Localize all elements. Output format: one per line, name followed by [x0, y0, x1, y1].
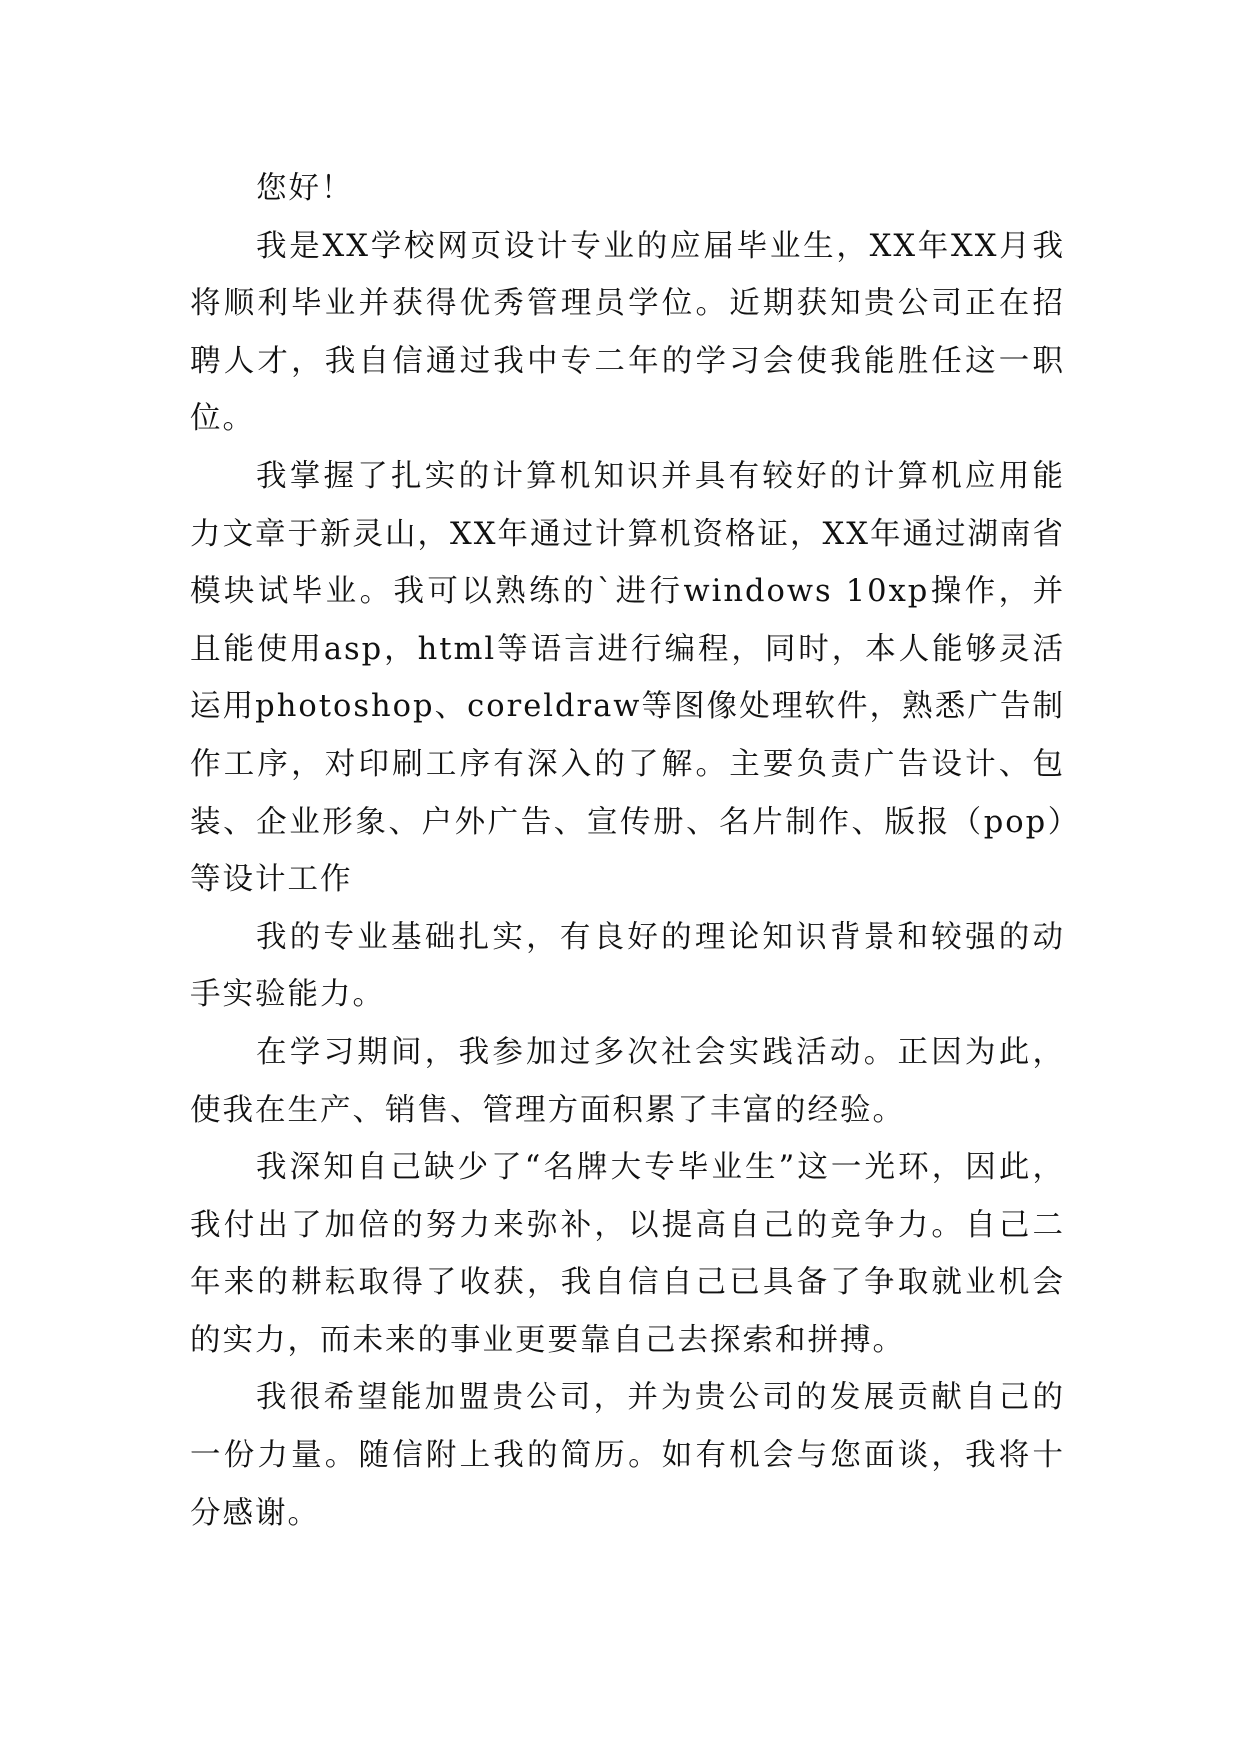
paragraph-skills: 我掌握了扎实的计算机知识并具有较好的计算机应用能力文章于新灵山，XX年通过计算机资格证，XX年通过湖南省模块试毕业。我可以熟练的`进行windows 10xp操作，并且能使用asp，html等语言进行编程，同时，本人能够灵活运用photoshop、coreldraw等图像处理软件，熟悉广告制作工序，对印刷工序有深入的了解。主要负责广告设计、包装、企业形象、户外广告、宣传册、名片制作、版报（pop）等设计工作 — [190, 458, 1065, 898]
paragraph-intro: 我是XX学校网页设计专业的应届毕业生，XX年XX月我将顺利毕业并获得优秀管理员学位。近期获知贵公司正在招聘人才，我自信通过我中专二年的学习会使我能胜任这一职位。 — [190, 228, 1065, 437]
paragraph-foundation: 我的专业基础扎实，有良好的理论知识背景和较强的动手实验能力。 — [190, 919, 1065, 1013]
letter-body — [190, 160, 1065, 1542]
paragraph-effort: 我深知自己缺少了“名牌大专毕业生”这一光环，因此，我付出了加倍的努力来弥补，以提高自己的竞争力。自己二年来的耕耘取得了收获，我自信自己已具备了争取就业机会的实力，而未来的事业更要靠自己去探索和拼搏。 — [190, 1150, 1065, 1358]
paragraph-closing: 我很希望能加盟贵公司，并为贵公司的发展贡献自己的一份力量。随信附上我的简历。如有机会与您面谈，我将十分感谢。 — [190, 1380, 1065, 1531]
letter-greeting: 您好！ — [256, 171, 354, 206]
paragraph-practice: 在学习期间，我参加过多次社会实践活动。正因为此，使我在生产、销售、管理方面积累了丰富的经验。 — [190, 1034, 1065, 1128]
